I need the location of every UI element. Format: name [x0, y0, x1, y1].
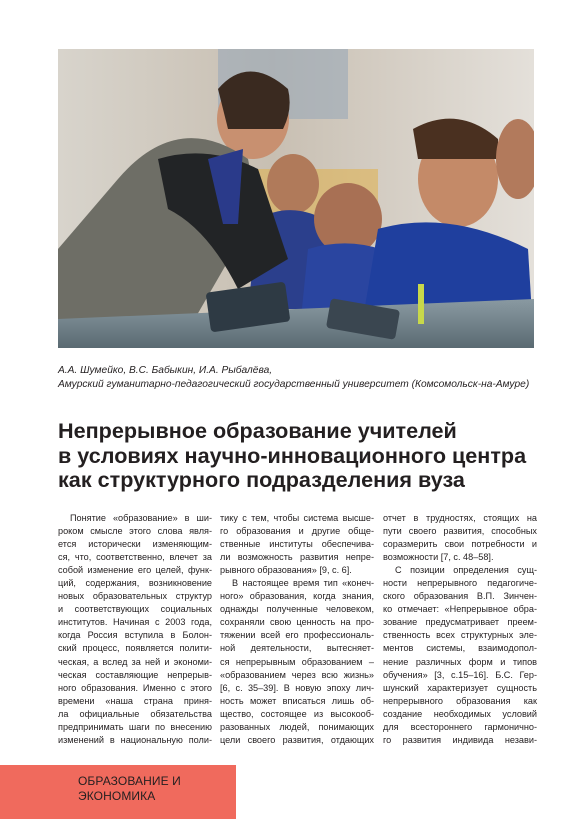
- author-names: А.А. Шумейко, В.С. Бабыкин, И.А. Рыбалёва,: [58, 365, 273, 376]
- text-line: когда Россия вступила в Болон-: [58, 630, 212, 641]
- author-block: [58, 364, 538, 392]
- text-line: ственные институты обеспечива-: [220, 539, 374, 550]
- text-line: для всестороннего гармонично-: [383, 721, 537, 732]
- text-line: ский процесс, появляется полити-: [58, 643, 212, 654]
- text-line: зование предусматривает преем-: [383, 617, 537, 628]
- text-line: С позиции определения сущ-: [395, 565, 537, 576]
- text-line: го образования и другие обще-: [220, 526, 374, 537]
- text-line: ла официальные обязательства: [58, 708, 212, 719]
- section-tag-line: ЭКОНОМИКА: [78, 789, 156, 803]
- classroom-photo: [58, 49, 534, 348]
- text-line: сохраняли свою ценность на про-: [220, 617, 374, 628]
- text-line: времени «наша страна приня-: [58, 695, 212, 706]
- text-line: щество, состоящее из высокооб-: [220, 708, 374, 719]
- title-line: как структурного подразделения вуза: [58, 467, 465, 492]
- text-line: нение различных форм и типов: [383, 656, 537, 667]
- text-line: однажды полученные человеком,: [220, 604, 374, 615]
- text-line: В настоящее время тип «конеч-: [232, 578, 374, 589]
- text-column-1: [58, 512, 212, 747]
- text-line: ли возможность развития непре-: [220, 552, 374, 563]
- text-line: ность может вписаться лишь об-: [220, 695, 374, 706]
- text-line: институтов. Начиная с 2003 года,: [58, 617, 212, 628]
- text-line: шунский характеризует сущность: [383, 682, 537, 693]
- text-line: цели своего развития, отдающих: [220, 734, 374, 745]
- text-line: го развития индивида незави-: [383, 734, 537, 745]
- text-line: предпринимать шаги по внесению: [58, 721, 212, 732]
- author-affiliation: Амурский гуманитарно-педагогический государственный университет (Комсомольск-на-Амуре): [58, 379, 530, 390]
- text-line: ности непрерывного педагогиче-: [383, 578, 537, 589]
- text-line: разованных людей, понимающих: [220, 721, 374, 732]
- title-line: Непрерывное образование учителей: [58, 418, 457, 443]
- text-line: ко отмечает: «Непрерывное обра-: [383, 604, 537, 615]
- text-line: тику с тем, чтобы система высше-: [220, 513, 374, 523]
- text-line: ческая составляющие непрерыв-: [58, 669, 212, 680]
- text-line: ского образования В.П. Зинчен-: [383, 591, 537, 602]
- article-title: [58, 419, 548, 493]
- text-line: изменений в национальную поли-: [58, 734, 212, 745]
- text-line: создание необходимых условий: [383, 708, 537, 719]
- text-line: ного» образования, когда знания,: [220, 591, 374, 602]
- section-tag-line: ОБРАЗОВАНИЕ И: [78, 774, 181, 788]
- text-column-3: [383, 512, 537, 747]
- text-line: возможности [7, с. 48–58].: [383, 552, 494, 563]
- text-line: роком смысле этого слова явля-: [58, 526, 212, 537]
- text-line: ного образования. Именно с этого: [58, 682, 212, 693]
- text-line: ственность всех структурных эле-: [383, 630, 537, 641]
- text-line: отчет в трудностях, стоящих на: [383, 513, 537, 523]
- text-line: пути своего развития, способных: [383, 526, 537, 537]
- text-line: тяжении всей его профессиональ-: [220, 630, 374, 641]
- text-line: ся непрерывным образованием –: [220, 656, 374, 667]
- text-line: Понятие «образование» в ши-: [70, 513, 212, 523]
- text-line: новых образовательных структур: [58, 591, 212, 602]
- text-line: «образованием через всю жизнь»: [220, 669, 374, 680]
- text-line: [6, с. 35–39]. В новую эпоху лич-: [220, 682, 374, 693]
- text-line: обучения» [3, с.15–16]. Б.С. Гер-: [383, 669, 537, 680]
- text-line: ся, что, соответственно, влечет за: [58, 552, 212, 563]
- text-line: собой изменение его целей, функ-: [58, 565, 212, 576]
- text-line: ций, содержания, возникновение: [58, 578, 212, 589]
- text-line: рывного образования» [9, с. 6].: [220, 565, 352, 576]
- text-line: ной деятельности, вытесняет-: [220, 643, 374, 654]
- text-line: и соответствующих социальных: [58, 604, 212, 615]
- text-line: ется исторически изменяющим-: [58, 539, 212, 550]
- text-line: непрерывного образования как: [383, 695, 537, 706]
- text-line: соразмерить свои потребности и: [383, 539, 537, 550]
- title-line: в условиях научно-инновационного центра: [58, 442, 527, 468]
- text-line: ментов системы, взаимодопол-: [383, 643, 537, 654]
- section-tag: [78, 774, 181, 804]
- text-line: ческая, а вслед за ней и экономи-: [58, 656, 212, 667]
- text-column-2: [220, 512, 374, 747]
